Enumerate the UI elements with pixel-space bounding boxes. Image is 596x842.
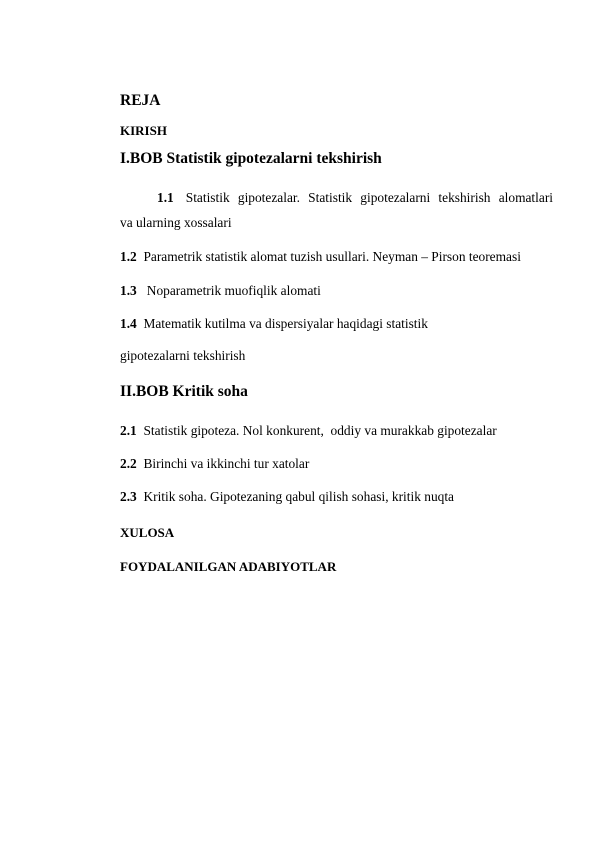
toc-item-text: Matematik kutilma va dispersiyalar haqidagi statistik (143, 316, 428, 331)
toc-item-text: Noparametrik muofiqlik alomati (146, 283, 321, 298)
toc-item-1-1-continuation: va ularning xossalari (120, 215, 232, 230)
toc-item-1-1 (157, 190, 553, 206)
toc-item-2-1 (120, 423, 497, 439)
toc-item-text: Statistik gipotezalar. Statistik gipotezalarni tekshirish alomatlari (185, 190, 553, 205)
plan-heading: REJA (120, 92, 161, 109)
toc-item-text: Statistik gipoteza. Nol konkurent, oddiy va murakkab gipotezalar (143, 423, 497, 438)
toc-item-number: 1.3 (120, 283, 137, 298)
introduction-heading: KIRISH (120, 123, 167, 138)
chapter-2-title: II.BOB Kritik soha (120, 383, 248, 400)
toc-item-text: Birinchi va ikkinchi tur xatolar (143, 456, 310, 471)
toc-item-number: 1.2 (120, 249, 137, 264)
toc-item-1-3 (120, 283, 321, 299)
toc-item-text: Parametrik statistik alomat tuzish usullari. Neyman – Pirson teoremasi (143, 249, 521, 264)
toc-item-number: 2.3 (120, 489, 137, 504)
toc-item-1-4 (120, 316, 428, 332)
chapter-1-title: I.BOB Statistik gipotezalarni tekshirish (120, 150, 382, 167)
toc-item-1-2 (120, 249, 521, 265)
toc-item-2-2 (120, 456, 309, 472)
toc-item-number: 1.1 (157, 190, 174, 205)
toc-item-number: 2.1 (120, 423, 137, 438)
references-heading: FOYDALANILGAN ADABIYOTLAR (120, 559, 337, 574)
toc-item-number: 1.4 (120, 316, 137, 331)
toc-item-1-4-continuation: gipotezalarni tekshirish (120, 348, 246, 363)
toc-item-2-3 (120, 489, 454, 505)
toc-item-number: 2.2 (120, 456, 137, 471)
conclusion-heading: XULOSA (120, 525, 175, 540)
toc-item-text: Kritik soha. Gipotezaning qabul qilish sohasi, kritik nuqta (143, 489, 455, 504)
